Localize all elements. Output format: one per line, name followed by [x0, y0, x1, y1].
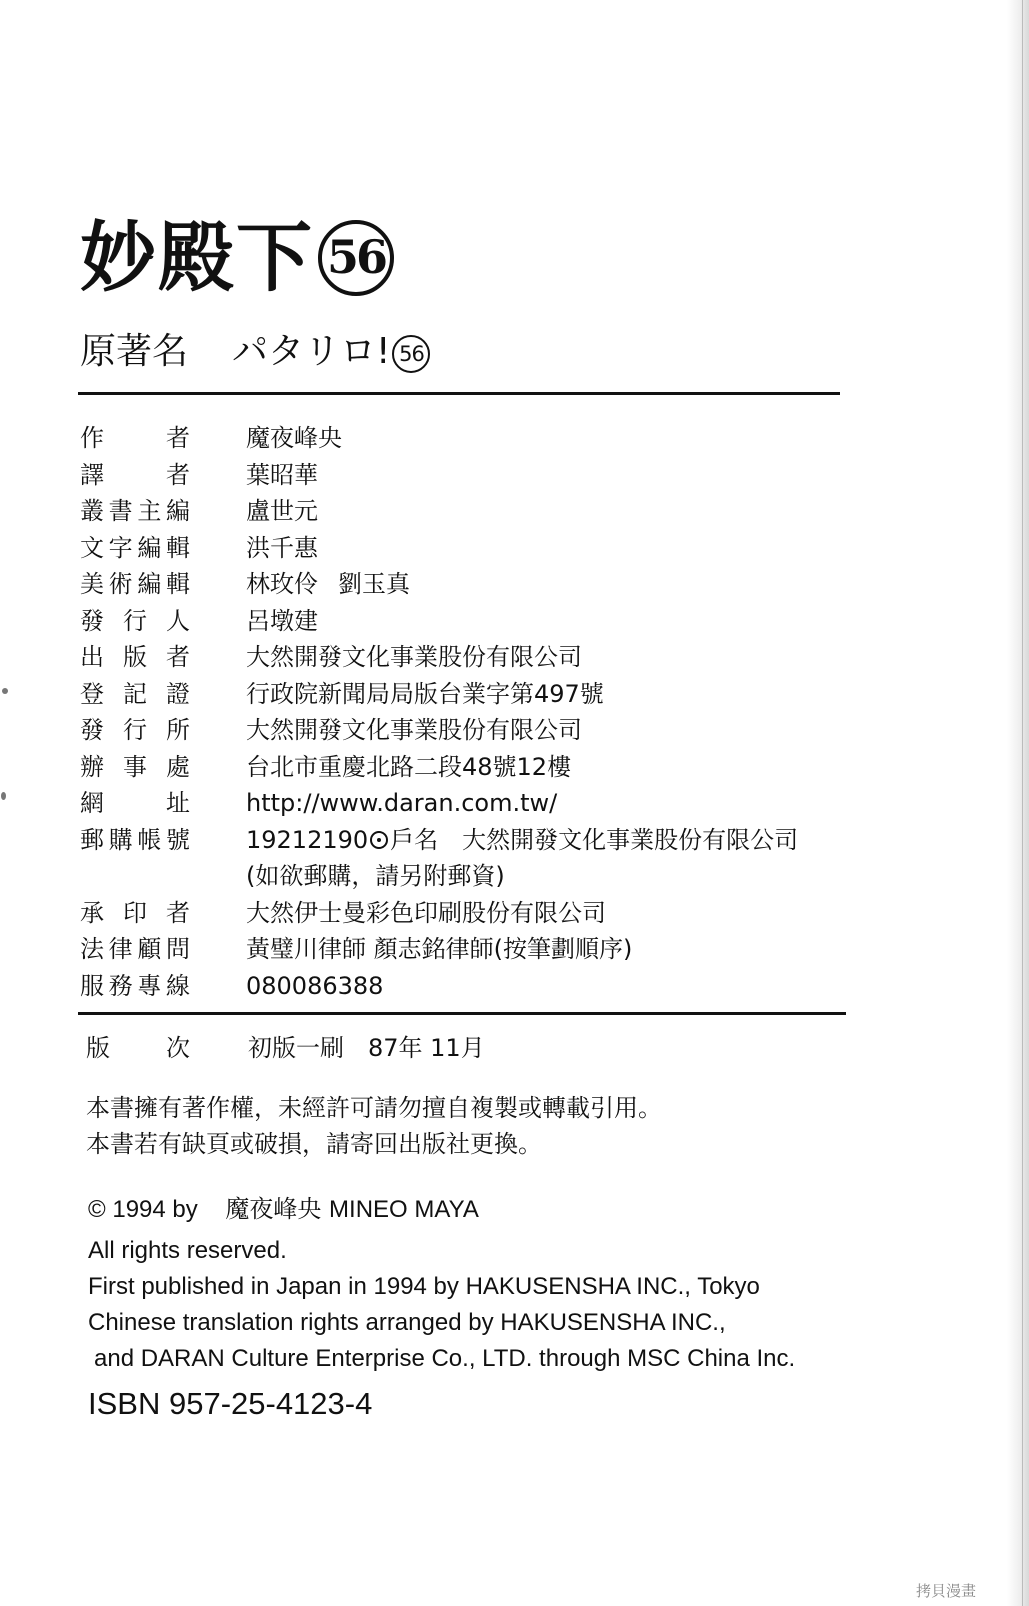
credit-label: 文字編輯: [80, 533, 190, 562]
copyright-line: [88, 1192, 479, 1227]
credit-row-legal: [80, 931, 870, 968]
edition-label: 版次: [86, 1034, 190, 1062]
credit-value: 葉昭華: [246, 460, 318, 489]
credit-row-postal-account: [80, 822, 870, 859]
credit-label: 譯者: [80, 460, 190, 489]
credit-label: 郵購帳號: [80, 825, 190, 854]
credit-row-text-editor: [80, 530, 870, 567]
rights-line: All rights reserved.: [88, 1237, 287, 1264]
copyright-author-en: MINEO MAYA: [329, 1196, 479, 1223]
credit-label: 服務專線: [80, 971, 190, 1000]
credit-value: 盧世元: [246, 497, 318, 525]
copyright-year: © 1994 by: [88, 1196, 198, 1223]
edition-value: 初版一刷 87年 11月: [248, 1034, 485, 1062]
postal-note: (如欲郵購，請另附郵資): [246, 862, 505, 890]
credit-row-postal-note: [80, 858, 870, 895]
credit-row-hotline: [80, 968, 870, 1005]
book-title: [80, 213, 394, 302]
copyright-notice-1: 本書擁有著作權，未經許可請勿擅自複製或轉載引用。: [86, 1094, 662, 1122]
credit-label: 登記證: [80, 679, 190, 708]
first-published-line: First published in Japan in 1994 by HAKUSENSHA INC., Tokyo: [88, 1273, 760, 1300]
credit-value: 大然伊士曼彩色印刷股份有限公司: [246, 898, 606, 927]
credit-value: 黃璧川律師 顏志銘律師(按筆劃順序): [246, 935, 633, 963]
original-volume-circle: 56: [392, 335, 430, 373]
art-editor-1: 林玫伶: [246, 570, 318, 598]
credit-value: [246, 822, 798, 858]
credit-label: 承印者: [80, 898, 190, 927]
volume-number-circle: 56: [318, 220, 394, 296]
credit-label: 美術編輯: [80, 570, 190, 598]
page-edge-line: [1022, 0, 1023, 1606]
postal-account-number: 19212190: [246, 825, 369, 854]
page-edge: [1007, 0, 1029, 1606]
credit-label: 法律顧問: [80, 935, 190, 963]
edition-row: [86, 1030, 786, 1066]
credit-row-distributor: [80, 712, 870, 749]
credit-label: 作者: [80, 424, 190, 452]
credit-label: 發行人: [80, 606, 190, 635]
translation-rights-line: Chinese translation rights arranged by HAKUSENSHA INC.,: [88, 1309, 726, 1336]
credit-label: 出版者: [80, 643, 190, 671]
art-editor-2: 劉玉真: [338, 570, 410, 598]
credit-row-translator: [80, 457, 870, 494]
credit-row-printer: [80, 895, 870, 932]
credit-value: 呂墩建: [246, 606, 318, 635]
credit-label: 網址: [80, 789, 190, 817]
middle-divider: [78, 1012, 846, 1015]
credit-value: 大然開發文化事業股份有限公司: [246, 716, 582, 744]
credit-label: 辦事處: [80, 752, 190, 781]
credit-row-art-editor: [80, 566, 870, 603]
isbn: ISBN 957-25-4123-4: [88, 1386, 373, 1421]
credit-row-office: [80, 749, 870, 786]
copyright-notice-2: 本書若有缺頁或破損，請寄回出版社更換。: [86, 1130, 542, 1158]
website-link[interactable]: http://www.daran.com.tw/: [246, 789, 558, 817]
credit-row-publisher: [80, 639, 870, 676]
circled-dot-icon: [370, 831, 388, 849]
watermark: 拷貝漫畫: [916, 1582, 977, 1600]
original-title-line: [80, 331, 430, 373]
original-title-label: 原著名: [80, 331, 189, 372]
credit-label: 發行所: [80, 716, 190, 744]
credit-value: 行政院新聞局局版台業字第497號: [246, 679, 604, 708]
credit-value: 大然開發文化事業股份有限公司: [246, 643, 582, 671]
credit-row-website: [80, 785, 870, 822]
copyright-author-cn: 魔夜峰央: [225, 1195, 322, 1223]
credit-value: 台北市重慶北路二段48號12樓: [246, 752, 572, 781]
credit-row-registration: [80, 676, 870, 713]
credit-value: 魔夜峰央: [246, 424, 342, 452]
credit-value: 洪千惠: [246, 533, 318, 562]
scan-speck: [2, 688, 8, 694]
credit-value: [246, 566, 410, 602]
original-title: パタリロ!: [232, 331, 391, 372]
credit-row-series-editor: [80, 493, 870, 530]
title-text: 妙殿下: [80, 213, 314, 302]
credits-table: [80, 420, 870, 1004]
credit-label: 叢書主編: [80, 497, 190, 525]
agency-line: and DARAN Culture Enterprise Co., LTD. through MSC China Inc.: [94, 1345, 796, 1372]
credit-value: 080086388: [246, 971, 384, 1000]
credit-row-author: [80, 420, 870, 457]
scan-speck: [1, 792, 6, 800]
top-divider: [78, 392, 840, 395]
account-name: 戶名 大然開發文化事業股份有限公司: [390, 825, 799, 854]
credit-row-publisher-person: [80, 603, 870, 640]
